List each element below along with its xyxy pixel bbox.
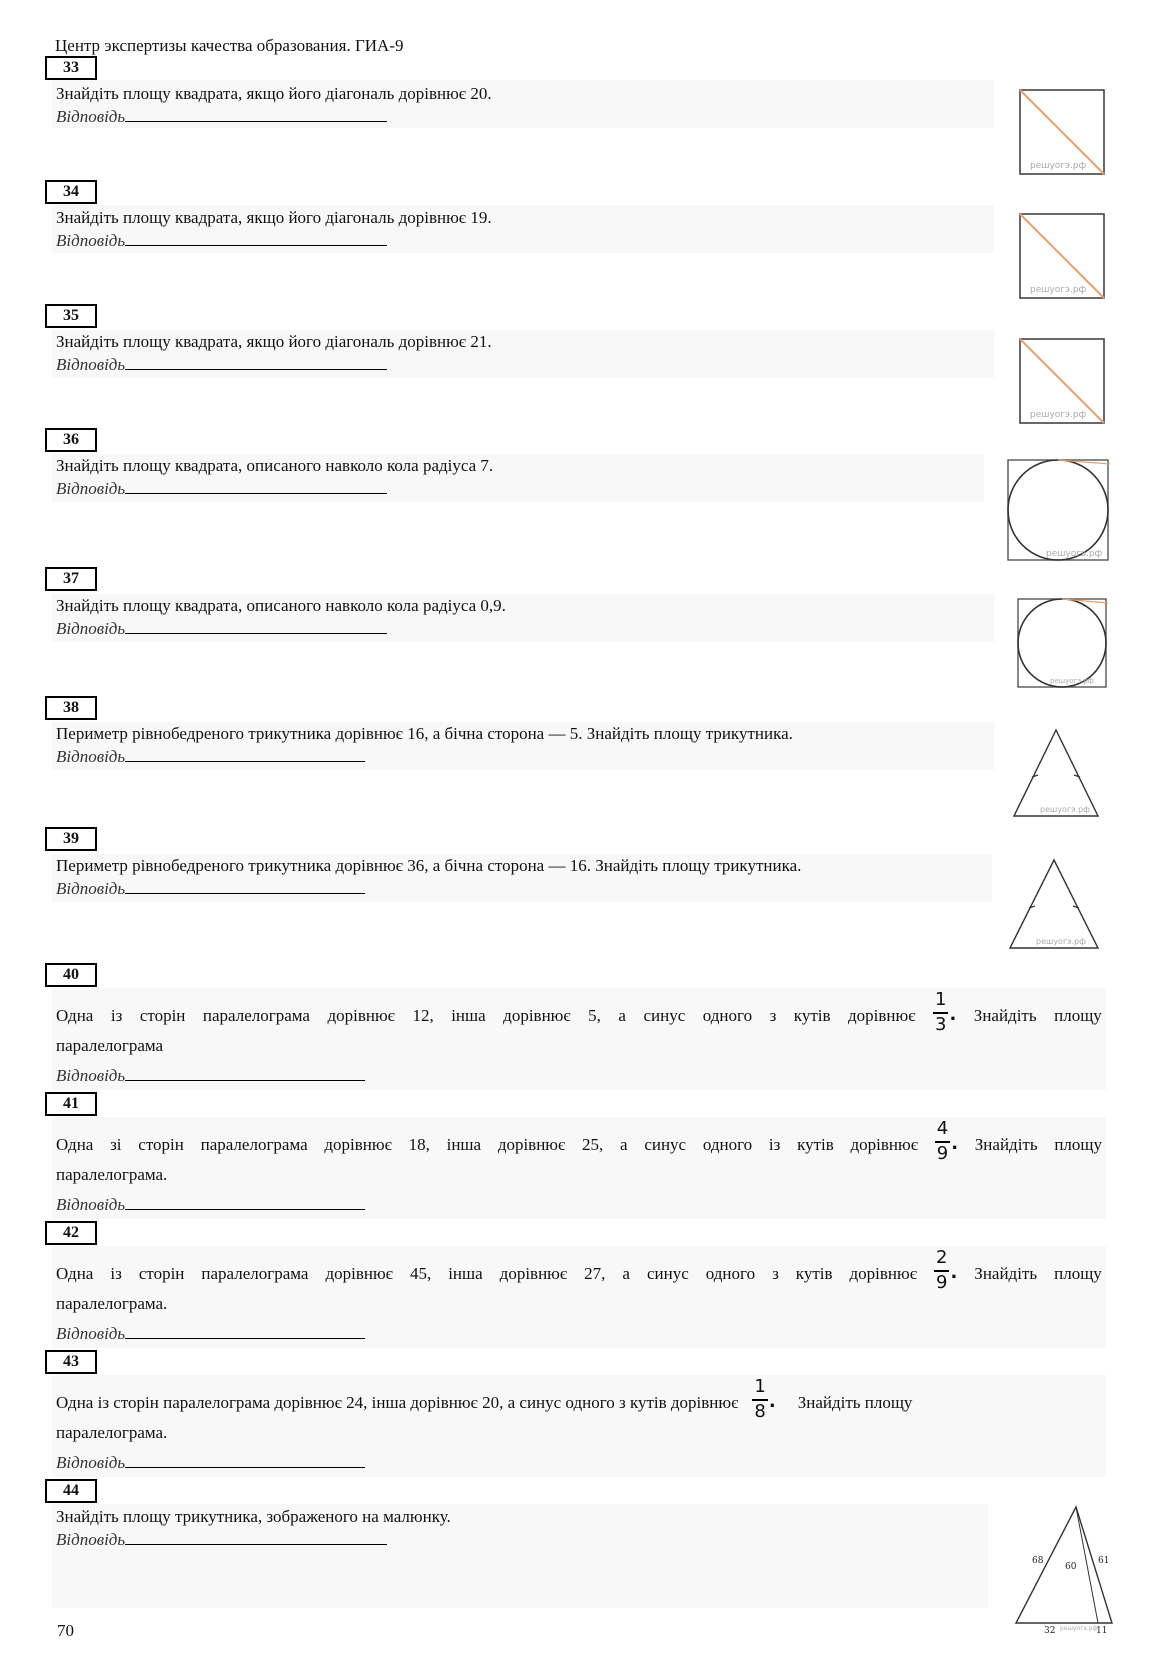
answer-line[interactable] <box>56 107 387 127</box>
question-number: 36 <box>45 428 97 452</box>
answer-label: Відповідь <box>56 1324 126 1343</box>
isosceles-triangle-figure <box>1012 728 1102 820</box>
answer-line[interactable] <box>56 747 365 767</box>
question-number: 44 <box>45 1479 97 1503</box>
answer-blank <box>125 1066 365 1081</box>
answer-line[interactable] <box>56 1530 387 1550</box>
answer-blank <box>125 747 365 762</box>
watermark-text: решуогэ.рф <box>1030 161 1087 171</box>
answer-blank <box>125 1530 387 1545</box>
watermark-text: решуогэ.рф <box>1050 677 1094 685</box>
answer-blank <box>125 879 365 894</box>
question-text: Знайдіть площу квадрата, описаного навколо кола радіуса 0,9. <box>56 596 506 615</box>
answer-blank <box>125 107 387 122</box>
answer-label: Відповідь <box>56 107 126 126</box>
question-number: 38 <box>45 696 97 720</box>
fraction: $\frac{1}{8}$ . <box>754 1375 776 1422</box>
base-label: 32 <box>1044 1626 1056 1636</box>
answer-label: Відповідь <box>56 1530 126 1549</box>
question-text: Периметр рівнобедреного трикутника дорівнює 36, а бічна сторона — 16. Знайдіть площу трикутника. <box>56 856 802 875</box>
answer-label: Відповідь <box>56 879 126 898</box>
question-text: Знайдіть площу квадрата, описаного навколо кола радіуса 7. <box>56 456 494 475</box>
answer-line[interactable] <box>56 479 387 499</box>
answer-line[interactable] <box>56 1324 365 1344</box>
answer-label: Відповідь <box>56 1453 126 1472</box>
watermark-text: решуогэ.рф <box>1030 410 1087 420</box>
side-label: 61 <box>1098 1556 1110 1566</box>
answer-blank <box>125 1453 365 1468</box>
base-label: 11 <box>1096 1626 1108 1636</box>
question-text: Знайдіть площу квадрата, якщо його діагональ дорівнює 19. <box>56 208 492 227</box>
question-number: 43 <box>45 1350 97 1374</box>
watermark-text: решуогэ.рф <box>1040 805 1091 814</box>
answer-label: Відповідь <box>56 479 126 498</box>
question-number: 34 <box>45 180 97 204</box>
question-number: 35 <box>45 304 97 328</box>
fraction: $\frac{2}{9}$ . <box>936 1246 958 1293</box>
question-number: 37 <box>45 567 97 591</box>
question-text: Периметр рівнобедреного трикутника дорівнює 16, а бічна сторона — 5. Знайдіть площу трикутника. <box>56 724 793 743</box>
page-header: Центр экспертизы качества образования. ГИА-9 <box>55 36 404 55</box>
answer-blank <box>125 231 387 246</box>
answer-line[interactable] <box>56 879 365 899</box>
answer-label: Відповідь <box>56 355 126 374</box>
answer-line[interactable] <box>56 231 387 251</box>
height-label: 60 <box>1065 1562 1077 1572</box>
triangle-with-height-figure <box>1010 1505 1120 1635</box>
answer-label: Відповідь <box>56 619 126 638</box>
answer-blank <box>125 355 387 370</box>
answer-blank <box>125 619 387 634</box>
answer-line[interactable] <box>56 619 387 639</box>
answer-line[interactable] <box>56 1453 365 1473</box>
answer-line[interactable] <box>56 355 387 375</box>
watermark-text: решуогэ.рф <box>1036 937 1087 946</box>
circle-in-square-figure <box>1006 458 1112 564</box>
question-number: 40 <box>45 963 97 987</box>
answer-blank <box>125 1195 365 1210</box>
question-text: Одна зі сторін паралелограма дорівнює 18, інша дорівнює 25, а синус одного із кутів дорівнює $\frac{4}{9}$ . Знайдіть площу паралелограма. <box>56 1117 1102 1184</box>
answer-line[interactable] <box>56 1066 365 1086</box>
watermark-text: решуогэ.рф <box>1046 549 1103 559</box>
question-text: Знайдіть площу квадрата, якщо його діагональ дорівнює 20. <box>56 84 492 103</box>
isosceles-triangle-figure <box>1008 858 1098 952</box>
question-number: 41 <box>45 1092 97 1116</box>
question-text: Одна із сторін паралелограма дорівнює 12, інша дорівнює 5, а синус одного з кутів дорівнює $\frac{1}{3}$ . Знайдіть площу паралелограма <box>56 988 1102 1055</box>
answer-label: Відповідь <box>56 1195 126 1214</box>
side-label: 68 <box>1032 1556 1044 1566</box>
watermark-text: решуогэ.рф <box>1060 1625 1098 1632</box>
square-diagonal-figure <box>1018 212 1108 302</box>
answer-label: Відповідь <box>56 1066 126 1085</box>
square-diagonal-figure <box>1018 88 1108 178</box>
question-text: Знайдіть площу квадрата, якщо його діагональ дорівнює 21. <box>56 332 492 351</box>
question-text: Одна із сторін паралелограма дорівнює 24, інша дорівнює 20, а синус одного з кутів дорівнює $\frac{1}{8}$ . Знайдіть площу паралелограма. <box>56 1375 913 1442</box>
watermark-text: решуогэ.рф <box>1030 285 1087 295</box>
square-diagonal-figure <box>1018 337 1108 427</box>
page-number: 70 <box>57 1621 74 1640</box>
answer-label: Відповідь <box>56 747 126 766</box>
circle-in-square-figure <box>1016 597 1110 691</box>
question-text: Знайдіть площу трикутника, зображеного на малюнку. <box>56 1507 451 1526</box>
answer-blank <box>125 479 387 494</box>
fraction: $\frac{4}{9}$ . <box>936 1117 959 1164</box>
answer-blank <box>125 1324 365 1339</box>
answer-line[interactable] <box>56 1195 365 1215</box>
answer-label: Відповідь <box>56 231 126 250</box>
question-text: Одна із сторін паралелограма дорівнює 45, інша дорівнює 27, а синус одного з кутів дорівнює $\frac{2}{9}$ . Знайдіть площу паралелограма. <box>56 1246 1102 1313</box>
question-number: 42 <box>45 1221 97 1245</box>
question-number: 33 <box>45 56 97 80</box>
question-number: 39 <box>45 827 97 851</box>
fraction: $\frac{1}{3}$ . <box>935 988 957 1035</box>
